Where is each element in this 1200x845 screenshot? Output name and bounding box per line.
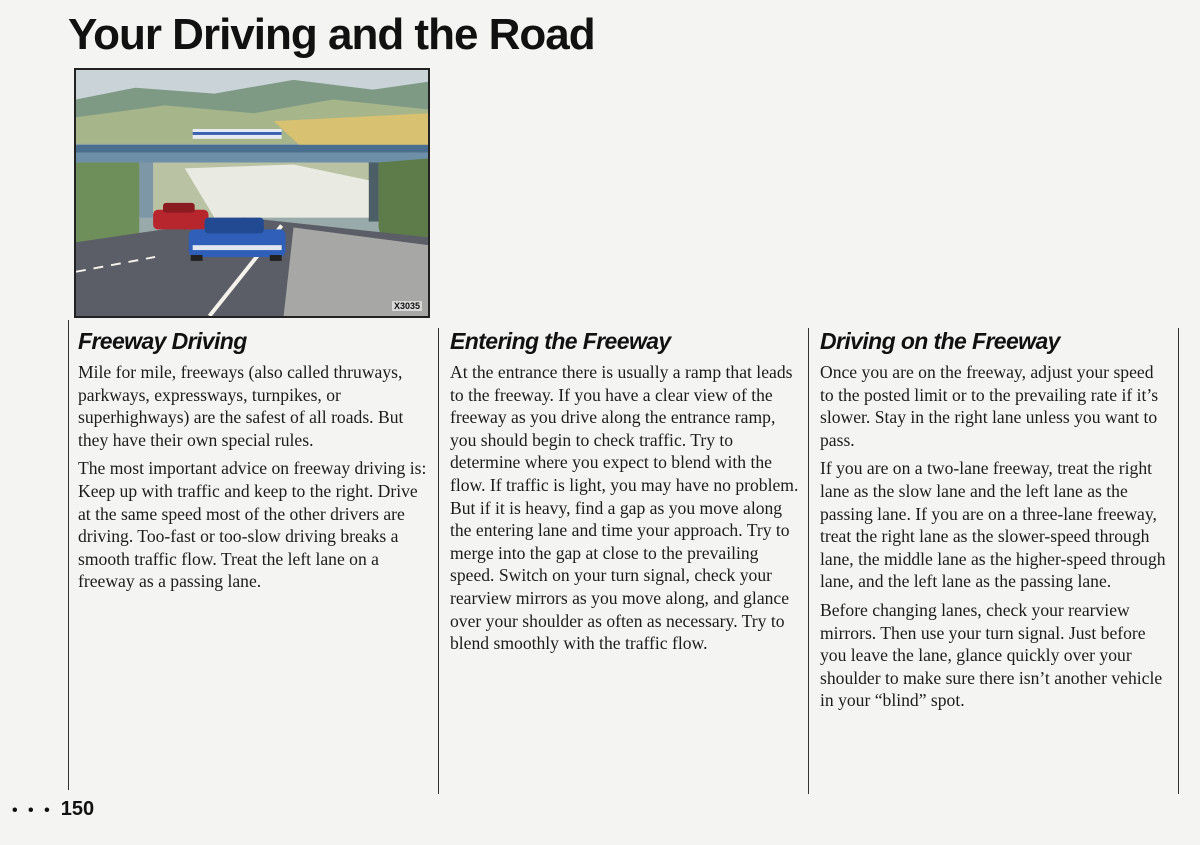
section-paragraph: Once you are on the freeway, adjust your speed to the posted limit or to the prevailing rate if it’s slower. Stay in the right lane unless you want to pass. [820,362,1159,450]
column-entering-freeway [450,328,800,661]
section-heading: Entering the Freeway [450,328,671,354]
section-paragraph: At the entrance there is usually a ramp that leads to the freeway. If you have a clear view of the freeway as you drive along the entrance ramp, you should begin to check traffic. Try to determine where you expect to blend with the flow. If traffic is light, you may have no problem. But if it is heavy, find a gap as you move along the entering lane and time your approach. Try to merge into the gap at close to the prevailing speed. Switch on your turn signal, check your rearview mirrors as you move along, and glance over your shoulder as often as necessary. Try to blend smoothly with the traffic flow. [450,362,799,654]
column-divider-1 [68,320,69,790]
section-paragraph: The most important advice on freeway driving is: Keep up with traffic and keep to the right. Drive at the same speed most of the other drivers are driving. Too-fast or too-slow driving breaks a smooth traffic flow. Treat the left lane on a freeway as a passing lane. [78,458,427,592]
section-paragraph: Mile for mile, freeways (also called thruways, parkways, expressways, turnpikes, or superhighways) are the safest of all roads. But they have their own special rules. [78,362,404,450]
column-freeway-driving [78,328,432,599]
section-heading: Driving on the Freeway [820,328,1060,354]
column-driving-on-freeway [820,328,1166,718]
section-paragraph: If you are on a two-lane freeway, treat the right lane as the slow lane and the left lane as the passing lane. If you are on a three-lane freeway, treat the right lane as the slower-speed through lane, the middle lane as the higher-speed through lane, and the left lane as the passing lane. [820,458,1166,592]
column-divider-2 [438,328,439,794]
page-title: Your Driving and the Road [68,10,595,59]
column-divider-4 [1178,328,1179,794]
figure-code-label: X3035 [393,301,420,311]
page-number-value: 150 [60,798,95,820]
section-paragraph: Before changing lanes, check your rearview mirrors. Then use your turn signal. Just before you leave the lane, glance quickly over your shoulder to make sure there isn’t another vehicle in your “blind” spot. [820,599,1163,711]
page-number [12,798,94,821]
page-marker: • • • [12,802,53,819]
section-heading: Freeway Driving [78,328,247,354]
freeway-illustration-drawing [76,70,428,316]
column-divider-3 [808,328,809,794]
freeway-illustration [74,68,430,318]
